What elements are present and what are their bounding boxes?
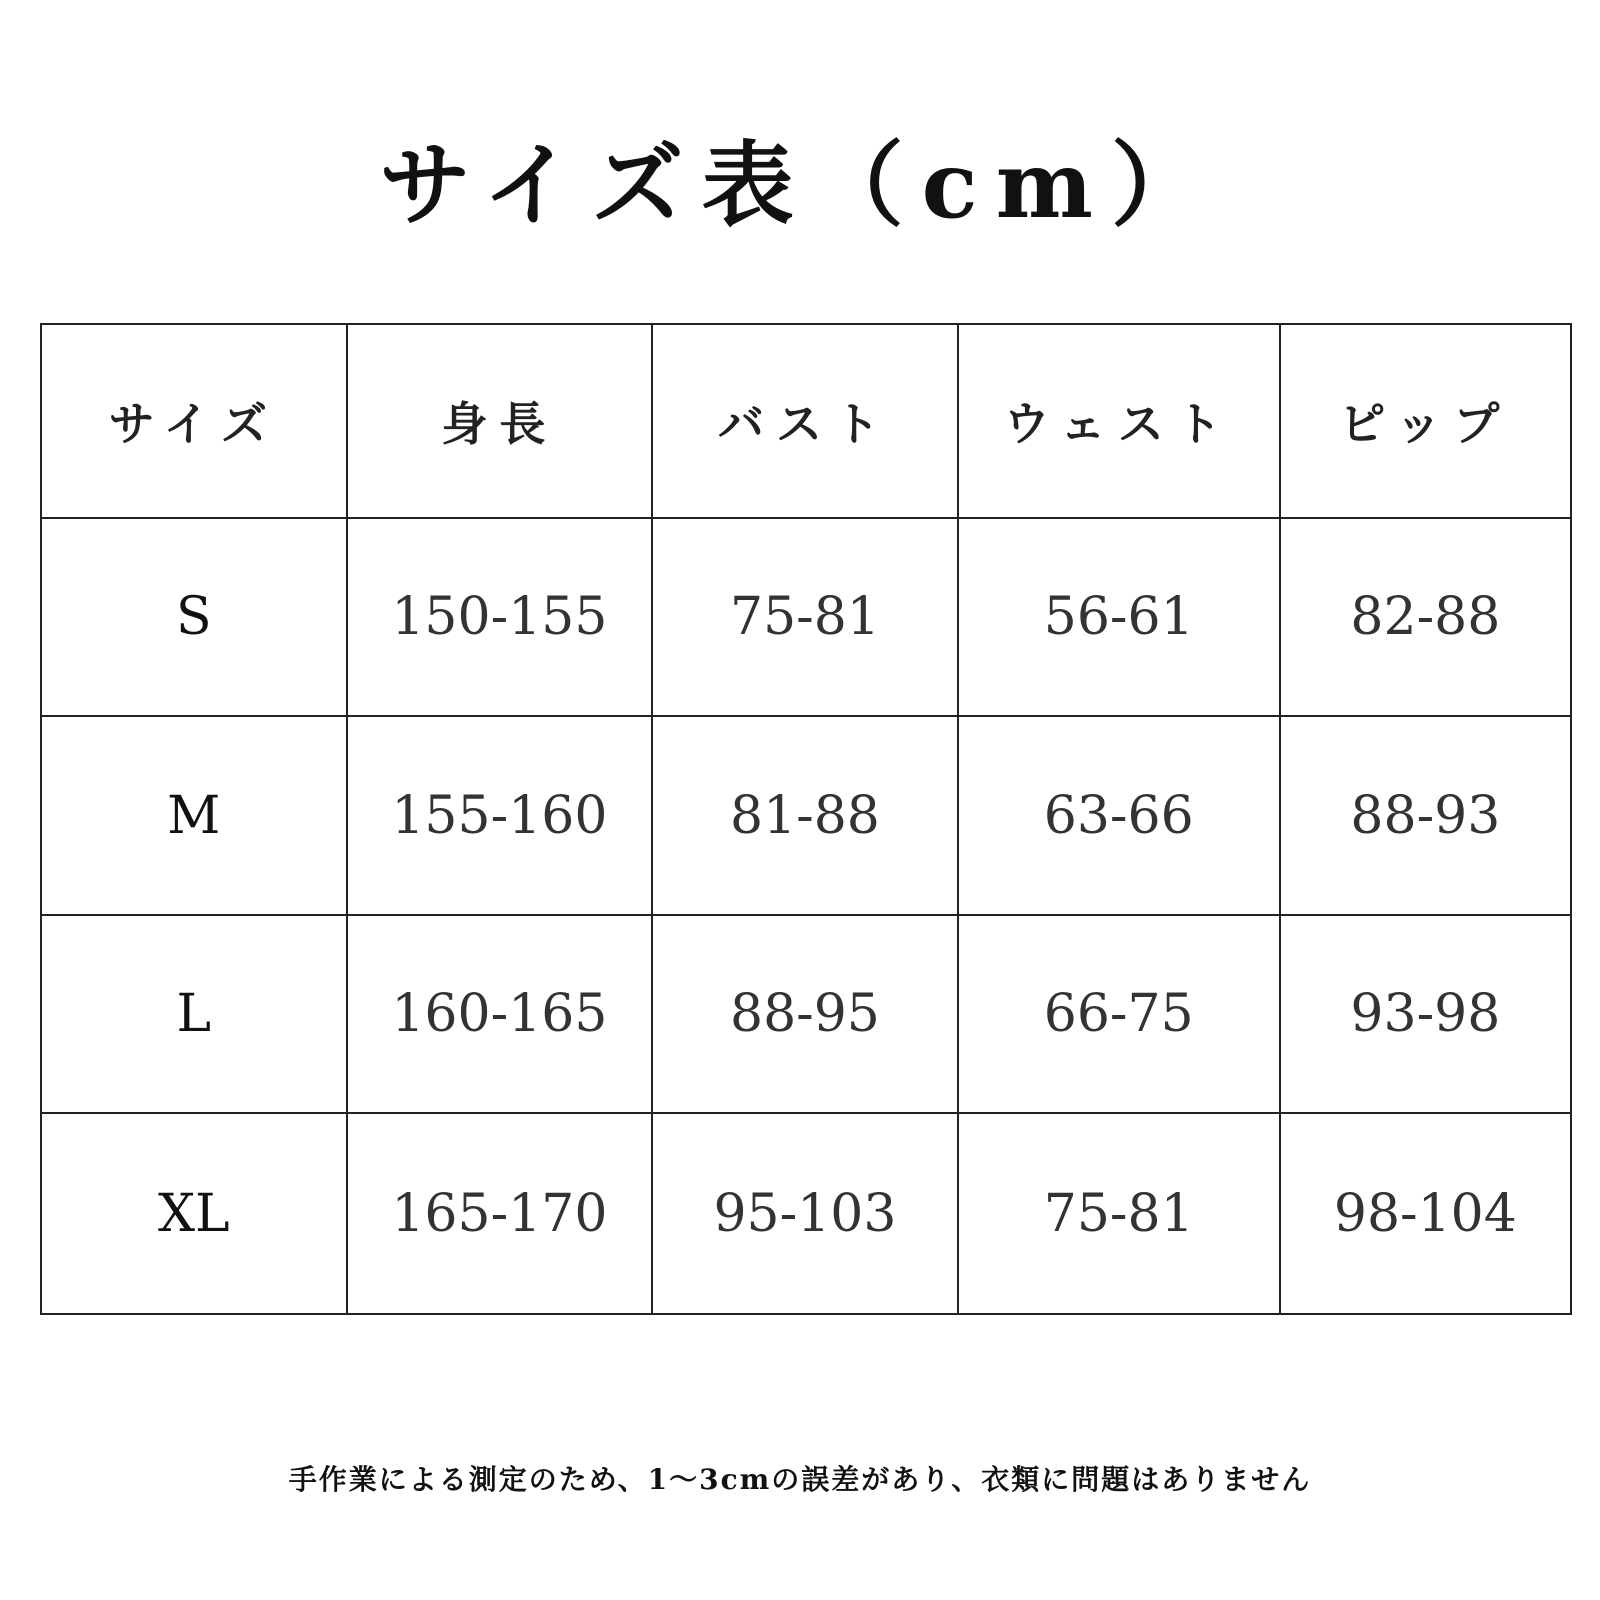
hip-cell: 98-104 [1280,1113,1571,1314]
table-header-row [41,324,1571,518]
table-row [41,716,1571,914]
height-cell: 155-160 [347,716,653,914]
measurement-note: 手作業による測定のため、1〜3cmの誤差があり、衣類に問題はありません [288,1463,1312,1496]
hip-cell: 88-93 [1280,716,1571,914]
header-size: サイズ [41,324,347,518]
waist-cell: 75-81 [958,1113,1280,1314]
size-chart-table [40,323,1572,1315]
size-cell: XL [41,1113,347,1314]
table-row [41,915,1571,1113]
header-bust: バスト [652,324,958,518]
table-row [41,518,1571,716]
bust-cell: 95-103 [652,1113,958,1314]
bust-cell: 75-81 [652,518,958,716]
hip-cell: 93-98 [1280,915,1571,1113]
size-cell: S [41,518,347,716]
header-height: 身長 [347,324,653,518]
size-cell: L [41,915,347,1113]
height-cell: 150-155 [347,518,653,716]
size-cell: M [41,716,347,914]
table-row [41,1113,1571,1314]
waist-cell: 63-66 [958,716,1280,914]
page-title: サイズ表（cm） [378,131,1221,239]
height-cell: 160-165 [347,915,653,1113]
header-waist: ウェスト [958,324,1280,518]
bust-cell: 88-95 [652,915,958,1113]
header-hip: ピップ [1280,324,1571,518]
hip-cell: 82-88 [1280,518,1571,716]
bust-cell: 81-88 [652,716,958,914]
waist-cell: 66-75 [958,915,1280,1113]
height-cell: 165-170 [347,1113,653,1314]
waist-cell: 56-61 [958,518,1280,716]
